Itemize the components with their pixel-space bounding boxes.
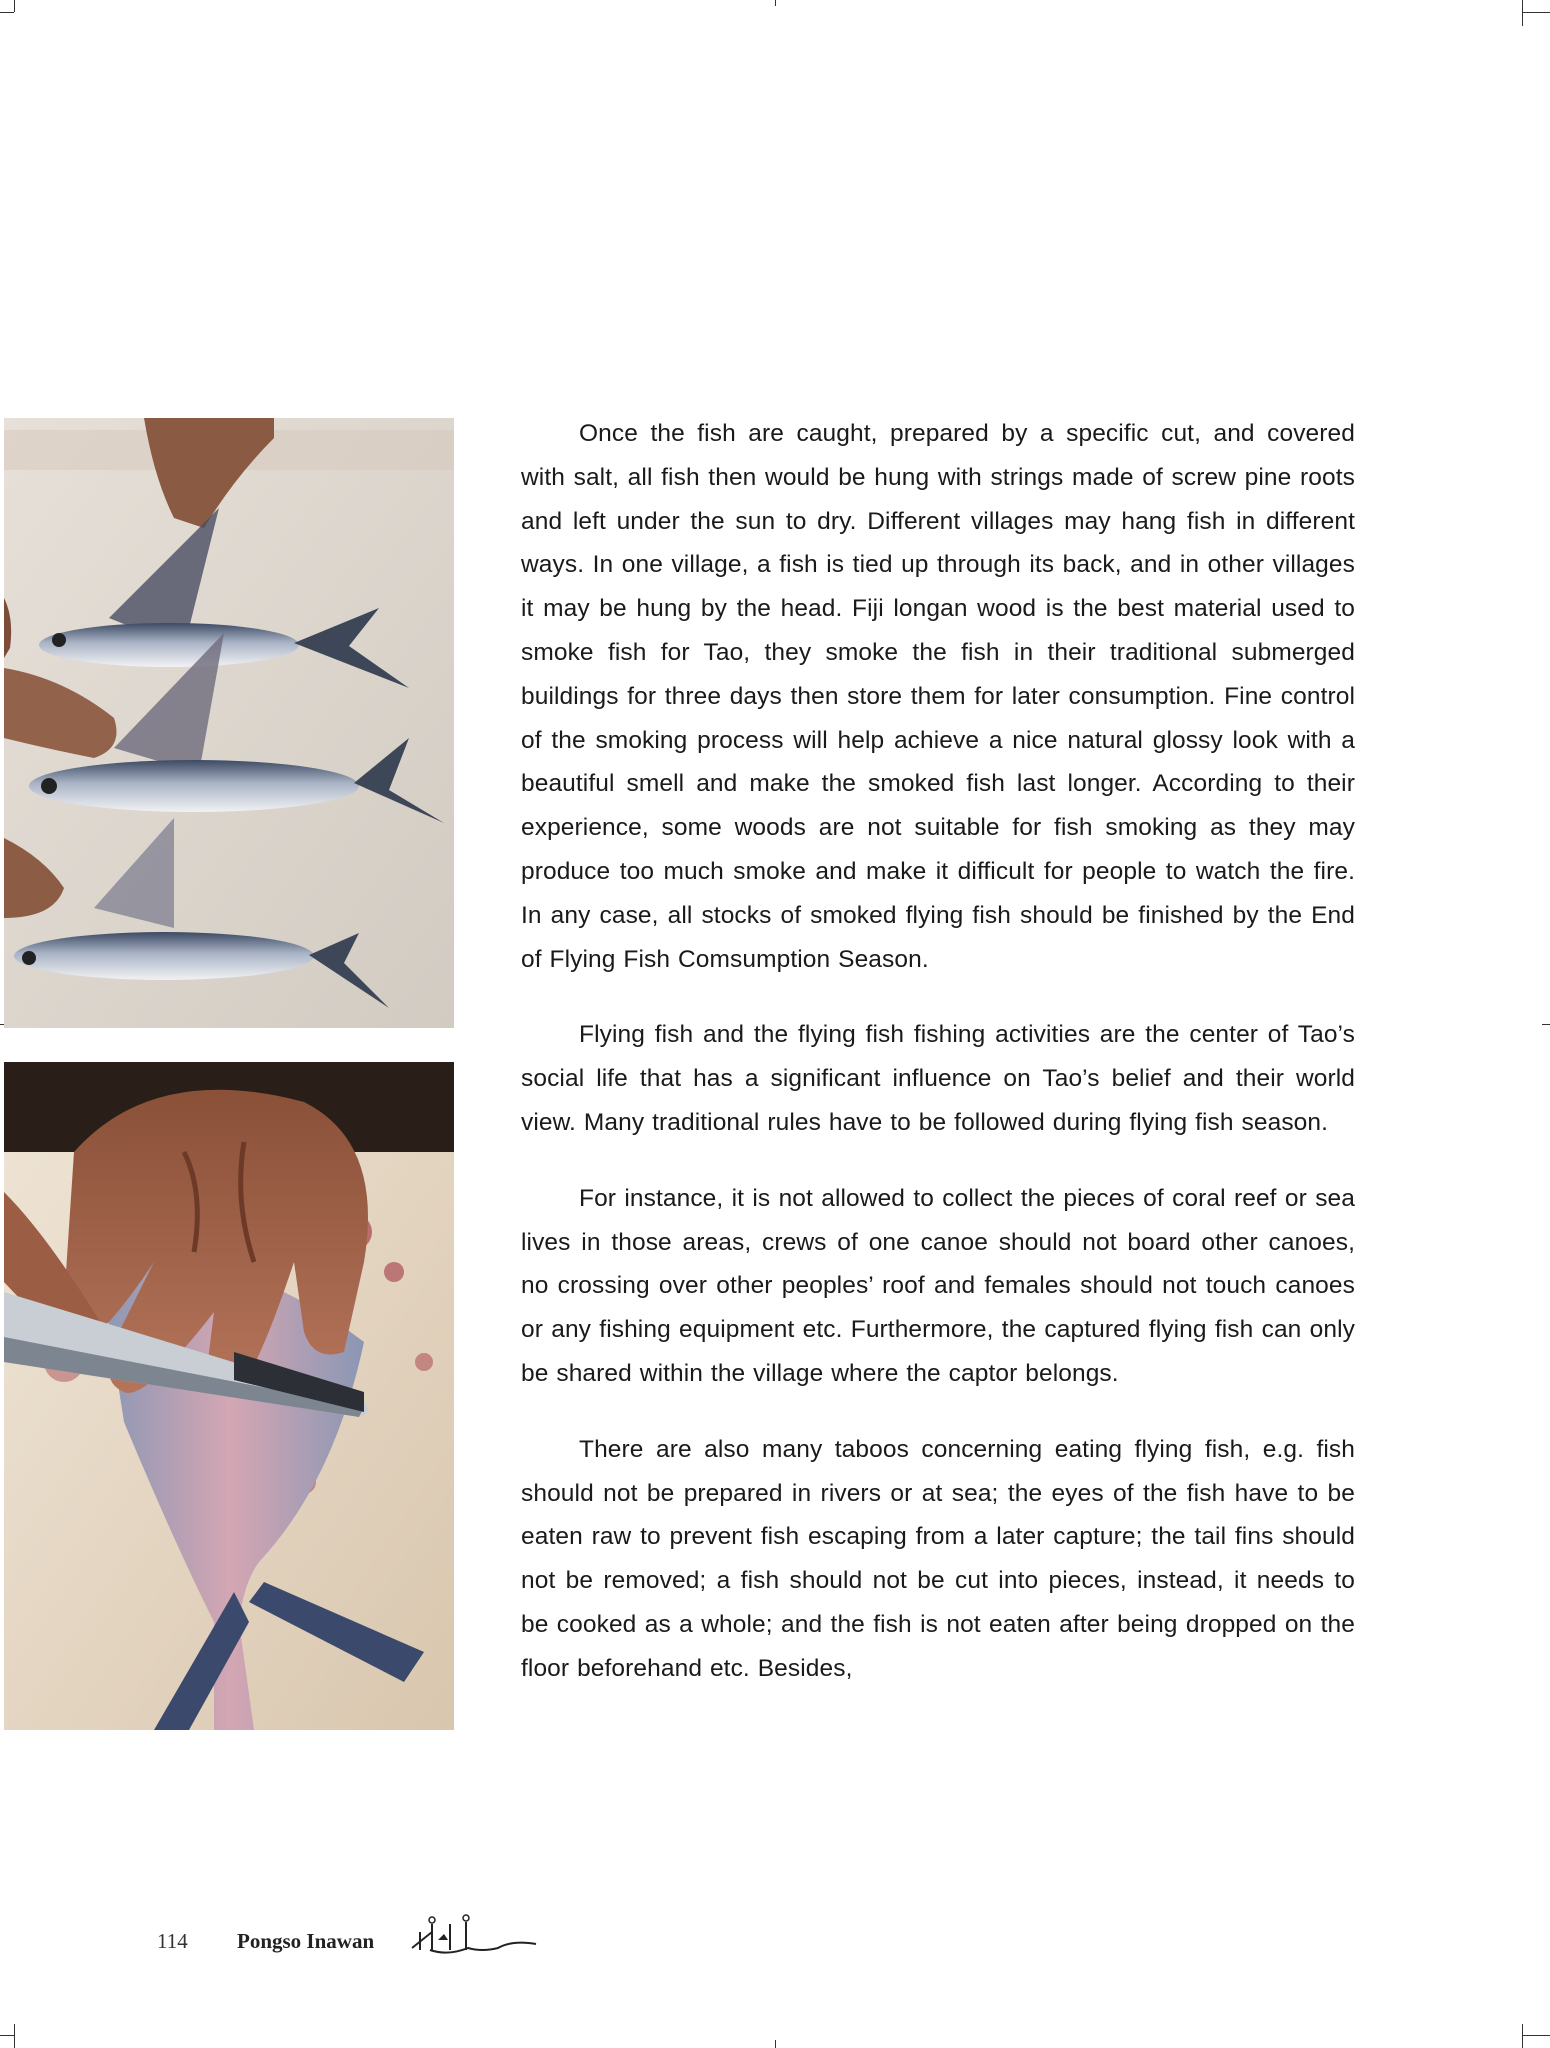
article-body	[521, 412, 1355, 1723]
crop-mark	[1522, 12, 1550, 13]
page-number: 114	[157, 1929, 188, 1953]
crop-mark	[775, 2040, 776, 2048]
canoe-logo-icon	[402, 1910, 538, 1962]
crop-mark	[775, 0, 776, 6]
crop-mark	[1522, 0, 1523, 26]
crop-mark	[0, 2035, 14, 2036]
paragraph: For instance, it is not allowed to collect the pieces of coral reef or sea lives in those areas, crews of one canoe should not board other canoes, no crossing over other peoples’ roof and females should not touch canoes or any fishing equipment etc. Furthermore, the captured flying fish can only be shared within the village where the captor belongs.	[521, 1184, 1355, 1387]
fish-cutting-photo	[4, 1062, 454, 1730]
crop-mark	[0, 12, 14, 13]
crop-mark	[14, 2024, 15, 2048]
paragraph: There are also many taboos concerning eating flying fish, e.g. fish should not be prepared in rivers or at sea; the eyes of the fish have to be eaten raw to prevent fish escaping from a later capture; the tail fins should not be removed; a fish should not be cut into pieces, instead, it needs to be cooked as a whole; and the fish is not eaten after being dropped on the floor beforehand etc. Besides,	[521, 1435, 1355, 1682]
crop-mark	[1522, 2035, 1550, 2036]
crop-mark	[14, 0, 15, 12]
book-title: Pongso Inawan	[237, 1929, 375, 1953]
flying-fish-wings-photo	[4, 418, 454, 1028]
paragraph: Once the fish are caught, prepared by a specific cut, and covered with salt, all fish then would be hung with strings made of screw pine roots and left under the sun to dry. Different villages may hang fish in different ways. In one village, a fish is tied up through its back, and in other villages it may be hung by the head. Fiji longan wood is the best material used to smoke fish for Tao, they smoke the fish in their traditional submerged buildings for three days then store them for later consumption. Fine control of the smoking process will help achieve a nice natural glossy look with a beautiful smell and make the smoked fish last longer. According to their experience, some woods are not suitable for fish smoking as they may produce too much smoke and make it difficult for people to watch the fire. In any case, all stocks of smoked flying fish should be finished by the End of Flying Fish Comsumption Season.	[521, 420, 1355, 973]
crop-mark	[1542, 1024, 1550, 1025]
paragraph: Flying fish and the flying fish fishing activities are the center of Tao’s social life that has a significant influence on Tao’s belief and their world view. Many traditional rules have to be followed during flying fish season.	[521, 1021, 1355, 1136]
crop-mark	[1522, 2024, 1523, 2048]
